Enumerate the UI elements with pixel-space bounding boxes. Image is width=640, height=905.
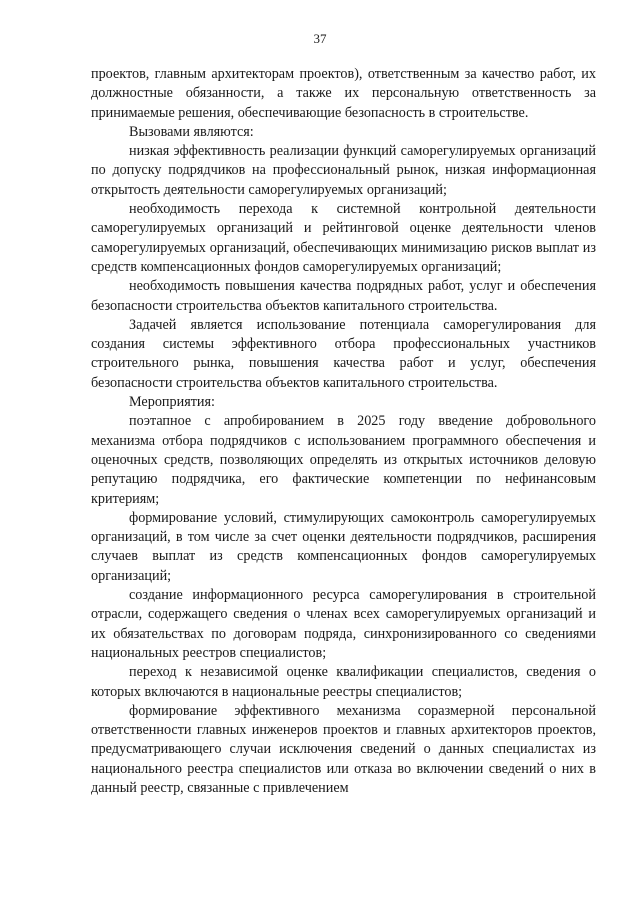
challenge-item: необходимость повышения качества подрядных работ, услуг и обеспечения безопасности строительства объектов капитального строительства. [91, 278, 596, 314]
measure-item: формирование эффективного механизма соразмерной персональной ответственности главных инженеров проектов и главных архитекторов проектов, предусматривающего случаи исключения сведений о данных специалистах из национального реестра специалистов или отказа во включении сведений о них в данный реестр, связанные с привлечением [91, 702, 596, 796]
measure-item: поэтапное с апробированием в 2025 году введение добровольного механизма отбора подрядчиков с использованием программного обеспечения и оценочных средств, позволяющих определять из открытых источников деловую репутацию подрядчика, его фактические компетенции по нефинансовым критериям; [91, 413, 596, 507]
challenge-item: необходимость перехода к системной контрольной деятельности саморегулируемых организаций и рейтинговой оценке деятельности членов саморегулируемых организаций, обеспечивающих минимизацию рисков выплат из средств компенсационных фондов саморегулируемых организаций; [91, 201, 596, 275]
challenges-heading: Вызовами являются: [129, 123, 254, 140]
challenge-item: низкая эффективность реализации функций саморегулируемых организаций по допуску подрядчиков на профессиональный рынок, низкая информационная открытость деятельности саморегулируемых организаций; [91, 143, 596, 198]
measure-item: создание информационного ресурса саморегулирования в строительной отрасли, содержащего сведения о членах всех саморегулируемых организаций и их обязательствах по договорам подряда, синхронизированного со сведениями национальных реестров специалистов; [91, 587, 596, 661]
measure-item: формирование условий, стимулирующих самоконтроль саморегулируемых организаций, в том числе за счет оценки деятельности подрядчиков, расширения случаев выплат из средств компенсационных фондов саморегулируемых организаций; [91, 509, 596, 584]
measure-item: переход к независимой оценке квалификации специалистов, сведения о которых включаются в национальные реестры специалистов; [91, 664, 596, 700]
task-paragraph: Задачей является использование потенциала саморегулирования для создания системы эффективного отбора профессиональных участников строительного рынка, повышения качества работ и услуг, обеспечения безопасности строительства объектов капитального строительства. [91, 316, 596, 391]
measures-heading: Мероприятия: [129, 394, 215, 411]
paragraph-continuation: проектов, главным архитекторам проектов), ответственным за качество работ, их должностные обязанности, а также их персональную ответственность за принимаемые решения, обеспечивающие безопасность в строительстве. [91, 66, 596, 121]
page-body [91, 65, 596, 798]
page-number: 37 [313, 31, 327, 46]
